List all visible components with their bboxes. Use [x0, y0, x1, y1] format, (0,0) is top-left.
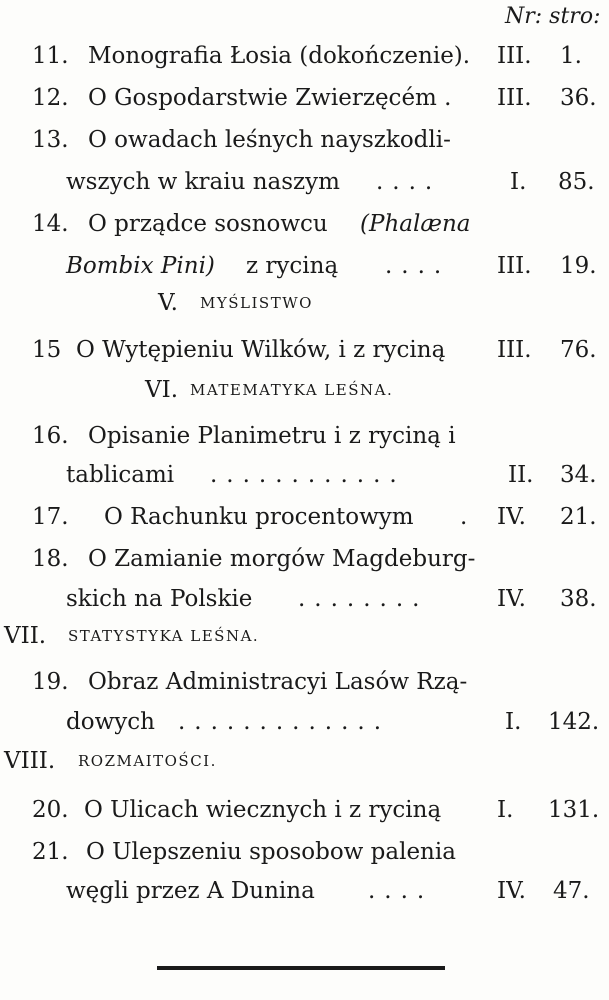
entry-title-line2: skich na Polskie [66, 586, 253, 612]
column-header-row [0, 0, 609, 37]
entry-volume: II. [508, 462, 534, 488]
section-heading-vi [0, 370, 609, 410]
section-name: MATEMATYKA LEŚNA. [190, 381, 394, 399]
entry-page: 47. [553, 878, 590, 904]
entry-title-line1: Obraz Administracyi Lasów Rzą- [88, 669, 468, 695]
entry-volume: III. [497, 253, 532, 279]
entry-number: 14. [32, 211, 69, 237]
entry-leader-dots: . [460, 504, 468, 530]
section-heading-vii [0, 616, 609, 656]
entry-title: O Wytępieniu Wilków, i z ryciną [76, 337, 446, 363]
end-rule-divider [157, 966, 445, 970]
entry-title-line1: O Ulepszeniu sposobow palenia [86, 839, 456, 865]
toc-entry-21-continuation [0, 871, 609, 911]
entry-title: O Rachunku procentowym [104, 504, 414, 530]
entry-leader-dots: ............ [210, 462, 406, 488]
entry-number: 17. [32, 504, 69, 530]
entry-leader-dots: ........ [298, 586, 429, 612]
section-numeral: VI. [145, 377, 179, 403]
toc-entry-19 [0, 662, 609, 702]
entry-title: Monografia Łosia (dokończenie). [88, 43, 471, 69]
toc-entry-14 [0, 204, 609, 244]
entry-leader-dots: .... [385, 253, 451, 279]
entry-title-line2: węgli przez A Dunina [66, 878, 315, 904]
section-heading-v [0, 283, 609, 323]
entry-number: 20. [32, 797, 69, 823]
entry-title-line2: z ryciną [246, 253, 339, 279]
entry-number: 19. [32, 669, 69, 695]
toc-entry-19-continuation [0, 702, 609, 742]
entry-page: 36. [560, 85, 597, 111]
entry-volume: III. [497, 337, 532, 363]
entry-page: 38. [560, 586, 597, 612]
entry-title: O Gospodarstwie Zwierzęcém . [88, 85, 452, 111]
toc-entry-14-continuation [0, 246, 609, 286]
entry-number: 15 [32, 337, 62, 363]
section-name: ROZMAITOŚCI. [78, 752, 217, 770]
toc-entry-15 [0, 330, 609, 370]
toc-entry-16 [0, 416, 609, 456]
entry-volume: I. [505, 709, 522, 735]
toc-entry-12 [0, 78, 609, 118]
section-numeral: VIII. [4, 748, 56, 774]
entry-title-line1: O Zamianie morgów Magdeburg- [88, 546, 476, 572]
entry-volume: IV. [497, 878, 526, 904]
entry-volume: I. [510, 169, 527, 195]
entry-number: 18. [32, 546, 69, 572]
entry-number: 21. [32, 839, 69, 865]
entry-page: 19. [560, 253, 597, 279]
entry-page: 131. [548, 797, 600, 823]
entry-title-latin: (Phalæna [360, 211, 471, 237]
toc-entry-18 [0, 539, 609, 579]
entry-page: 85. [558, 169, 595, 195]
column-header-label: Nr: stro: [505, 4, 601, 29]
entry-volume: III. [497, 43, 532, 69]
toc-entry-17 [0, 497, 609, 537]
entry-volume: I. [497, 797, 514, 823]
entry-page: 142. [548, 709, 600, 735]
entry-page: 21. [560, 504, 597, 530]
entry-title-line1: O owadach leśnych nayszkodli- [88, 127, 451, 153]
entry-page: 1. [560, 43, 582, 69]
toc-entry-11 [0, 36, 609, 76]
toc-entry-13 [0, 120, 609, 160]
entry-title-line1: O prządce sosnowcu [88, 211, 328, 237]
entry-volume: IV. [497, 586, 526, 612]
toc-entry-20 [0, 790, 609, 830]
entry-number: 11. [32, 43, 69, 69]
entry-volume: III. [497, 85, 532, 111]
entry-number: 12. [32, 85, 69, 111]
entry-page: 76. [560, 337, 597, 363]
entry-leader-dots: .... [376, 169, 442, 195]
section-numeral: VII. [4, 623, 47, 649]
section-name: STATYSTYKA LEŚNA. [68, 627, 260, 645]
entry-title-line1: Opisanie Planimetru i z ryciną i [88, 423, 456, 449]
section-numeral: V. [158, 290, 178, 316]
entry-page: 34. [560, 462, 597, 488]
entry-title: O Ulicach wiecznych i z ryciną [84, 797, 442, 823]
toc-entry-18-continuation [0, 579, 609, 619]
entry-leader-dots: .... [368, 878, 434, 904]
entry-leader-dots: ............. [178, 709, 391, 735]
entry-volume: IV. [497, 504, 526, 530]
entry-number: 13. [32, 127, 69, 153]
section-heading-viii [0, 741, 609, 781]
section-name: MYŚLISTWO [200, 294, 313, 312]
entry-title-line2: tablicami [66, 462, 175, 488]
entry-title-line2: wszych w kraiu naszym [66, 169, 340, 195]
toc-entry-21 [0, 832, 609, 872]
entry-number: 16. [32, 423, 69, 449]
entry-title-latin: Bombix Pini) [66, 253, 215, 279]
toc-entry-16-continuation [0, 455, 609, 495]
entry-title-line2: dowych [66, 709, 155, 735]
toc-entry-13-continuation [0, 162, 609, 202]
